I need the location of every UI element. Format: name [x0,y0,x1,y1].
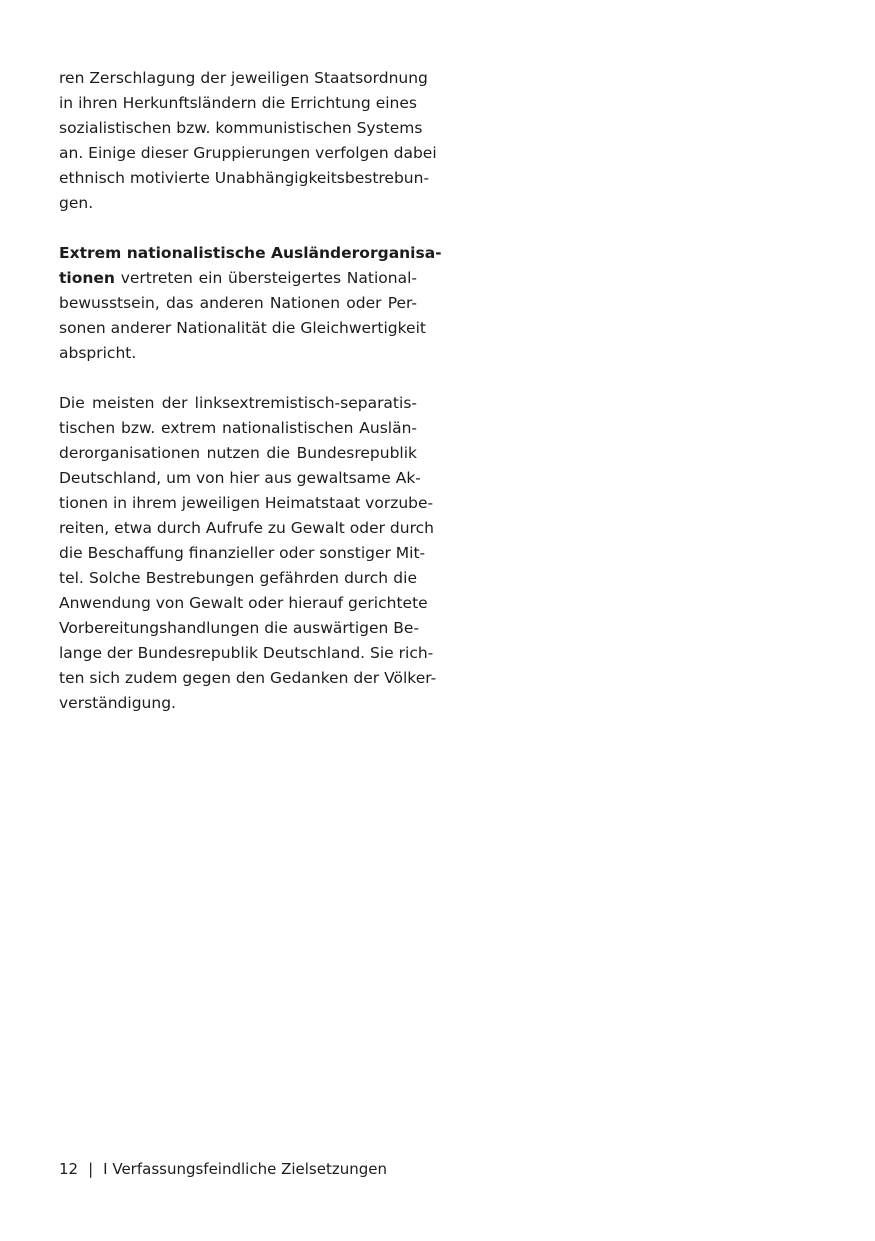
text-line: tionen in ihrem jeweiligen Heimatstaat vorzube- [59,494,434,512]
paragraph-3 [59,391,437,716]
text-line: Die meisten der linksextremistisch-separatis- [59,394,417,412]
text-line: ethnisch motivierte Unabhängigkeitsbestrebun- [59,169,430,187]
page-number: 12 [59,1160,79,1178]
text-line: lange der Bundesrepublik Deutschland. Sie rich- [59,644,434,662]
text-line: an. Einige dieser Gruppierungen verfolgen dabei [59,144,437,162]
text-line: Deutschland, um von hier aus gewaltsame Ak- [59,469,421,487]
bold-term-continuation: tionen [59,269,115,287]
footer-separator: | [88,1160,94,1178]
text-line: Anwendung von Gewalt oder hierauf gerichtete [59,594,428,612]
text-line: tischen bzw. extrem nationalistischen Auslän- [59,419,417,437]
text-line: reiten, etwa durch Aufrufe zu Gewalt oder durch [59,519,434,537]
text-line: sozialistischen bzw. kommunistischen Systems [59,119,423,137]
text-line: die Beschaffung finanzieller oder sonstiger Mit- [59,544,426,562]
section-title: I Verfassungsfeindliche Zielsetzungen [103,1160,387,1178]
text-line: ten sich zudem gegen den Gedanken der Völker- [59,669,437,687]
text-fragment: vertreten ein übersteigertes National- [114,269,417,287]
text-line: verständigung. [59,694,176,712]
text-line: ren Zerschlagung der jeweiligen Staatsordnung [59,69,428,87]
text-line: sonen anderer Nationalität die Gleichwertigkeit [59,319,426,337]
text-line: bewusstsein, das anderen Nationen oder Per- [59,294,417,312]
bold-term-line: Extrem nationalistische Ausländerorganisa- [59,244,442,262]
text-line: gen. [59,194,94,212]
paragraph-1 [59,66,437,216]
text-line: tel. Solche Bestrebungen gefährden durch die [59,569,417,587]
text-column [59,66,442,741]
text-line: derorganisationen nutzen die Bundesrepublik [59,444,417,462]
text-line [59,266,417,291]
text-line: in ihren Herkunftsländern die Errichtung eines [59,94,417,112]
page-footer [59,1160,387,1178]
text-line: abspricht. [59,344,137,362]
paragraph-2 [59,241,442,366]
text-line: Vorbereitungshandlungen die auswärtigen Be- [59,619,420,637]
